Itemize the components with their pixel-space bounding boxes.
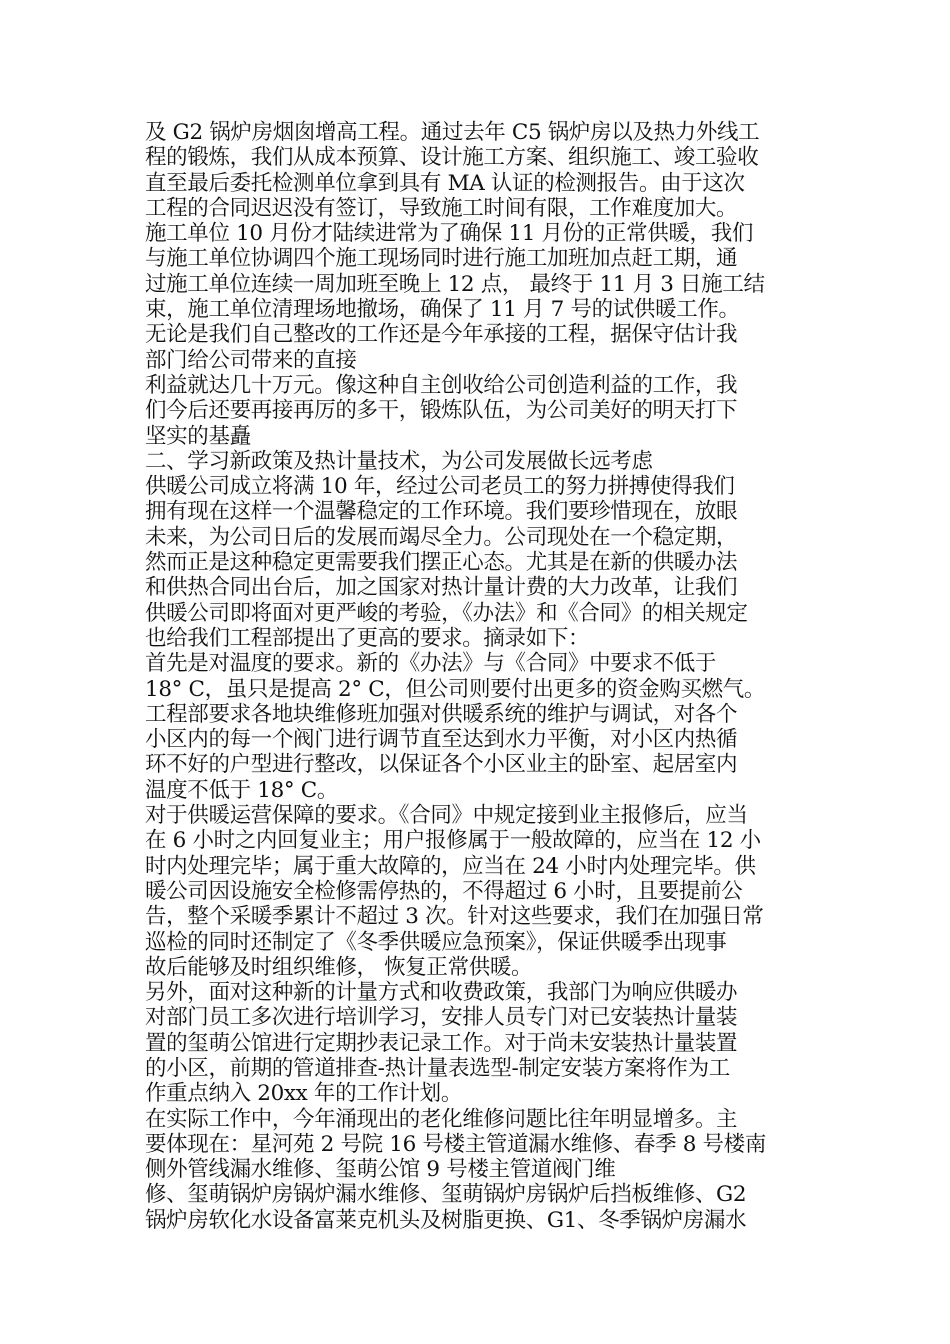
text-line: 供暖公司成立将满 10 年，经过公司老员工的努力拼搏使得我们 [145, 474, 735, 500]
text-line: 环不好的户型进行整改，以保证各个小区业主的卧室、起居室内 [145, 752, 738, 778]
text-line: 过施工单位连续一周加班至晚上 12 点， 最终于 11 月 3 日施工结 [145, 271, 765, 297]
text-line: 未来，为公司日后的发展而竭尽全力。公司现处在一个稳定期， [145, 524, 738, 550]
text-line: 利益就达几十万元。像这种自主创收给公司创造利益的工作，我 [145, 372, 738, 398]
text-line: 拥有现在这样一个温馨稳定的工作环境。我们要珍惜现在，放眼 [145, 499, 738, 525]
text-line: 18° C，虽只是提高 2° C，但公司则要付出更多的资金购买燃气。 [145, 676, 766, 702]
text-line: 暖公司因设施安全检修需停热的，不得超过 6 小时，且要提前公 [145, 878, 743, 904]
document-page [145, 120, 810, 1233]
text-line: 另外，面对这种新的计量方式和收费政策，我部门为响应供暖办 [145, 980, 738, 1006]
text-line: 及 G2 锅炉房烟囱增高工程。通过去年 C5 锅炉房以及热力外线工 [145, 120, 760, 145]
text-line: 首先是对温度的要求。新的《办法》与《合同》中要求不低于 [145, 651, 717, 677]
text-line: 直至最后委托检测单位拿到具有 MA 认证的检测报告。由于这次 [145, 170, 745, 196]
text-line: 故后能够及时组织维修， 恢复正常供暖。 [145, 954, 533, 980]
text-line: 修、玺萌锅炉房锅炉漏水维修、玺萌锅炉房锅炉后挡板维修、G2 [145, 1182, 747, 1208]
text-line: 无论是我们自己整改的工作还是今年承接的工程，据保守估计我 [145, 322, 738, 348]
text-line: 然而正是这种稳定更需要我们摆正心态。尤其是在新的供暖办法 [145, 550, 738, 576]
text-line: 对部门员工多次进行培训学习，安排人员专门对已安装热计量装 [145, 1005, 738, 1031]
text-line: 在 6 小时之内回复业主；用户报修属于一般故障的，应当在 12 小 [145, 828, 761, 854]
text-line: 程的锻炼，我们从成本预算、设计施工方案、组织施工、竣工验收 [145, 145, 759, 171]
text-line: 也给我们工程部提出了更高的要求。摘录如下： [145, 625, 590, 651]
text-line: 们今后还要再接再厉的多干，锻炼队伍，为公司美好的明天打下 [145, 398, 738, 424]
section-heading: 二、学习新政策及热计量技术，为公司发展做长远考虑 [145, 448, 653, 474]
text-line: 和供热合同出台后，加之国家对热计量计费的大力改革，让我们 [145, 575, 738, 601]
text-line: 巡检的同时还制定了《冬季供暖应急预案》，保证供暖季出现事 [145, 929, 727, 955]
text-line: 锅炉房软化水设备富莱克机头及树脂更换、G1、冬季锅炉房漏水 [145, 1207, 747, 1233]
text-line: 施工单位 10 月份才陆续进常为了确保 11 月份的正常供暖，我们 [145, 221, 754, 247]
text-line: 小区内的每一个阀门进行调节直至达到水力平衡，对小区内热循 [145, 727, 738, 753]
text-line: 的小区，前期的管道排查-热计量表选型-制定安装方案将作为工 [145, 1055, 730, 1081]
text-line: 供暖公司即将面对更严峻的考验，《办法》和《合同》的相关规定 [145, 600, 748, 626]
text-line: 坚实的基矗 [145, 423, 251, 449]
text-line: 束，施工单位清理场地撤场，确保了 11 月 7 号的试供暖工作。 [145, 297, 740, 323]
text-line: 工程的合同迟迟没有签订，导致施工时间有限，工作难度加大。 [145, 195, 738, 221]
text-line: 要体现在：星河苑 2 号院 16 号楼主管道漏水维修、春季 8 号楼南 [145, 1131, 766, 1157]
text-line: 作重点纳入 20xx 年的工作计划。 [145, 1081, 462, 1107]
text-line: 对于供暖运营保障的要求。《合同》中规定接到业主报修后，应当 [145, 803, 748, 829]
text-line: 工程部要求各地块维修班加强对供暖系统的维护与调试，对各个 [145, 701, 738, 727]
text-line: 部门给公司带来的直接 [145, 347, 357, 373]
text-line: 时内处理完毕；属于重大故障的，应当在 24 小时内处理完毕。供 [145, 853, 756, 879]
text-line: 侧外管线漏水维修、玺萌公馆 9 号楼主管道阀门维 [145, 1157, 616, 1183]
text-line: 告，整个采暖季累计不超过 3 次。针对这些要求，我们在加强日常 [145, 904, 764, 930]
text-line: 温度不低于 18° C。 [145, 777, 339, 803]
text-line: 与施工单位协调四个施工现场同时进行施工加班加点赶工期，通 [145, 246, 738, 272]
text-line: 在实际工作中，今年涌现出的老化维修问题比往年明显增多。主 [145, 1106, 738, 1132]
text-line: 置的玺萌公馆进行定期抄表记录工作。对于尚未安装热计量装置 [145, 1030, 738, 1056]
